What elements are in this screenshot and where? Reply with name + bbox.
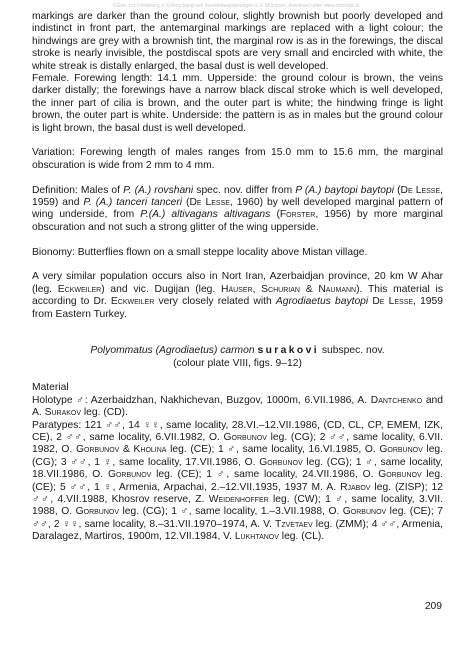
plate-reference: (colour plate VIII, figs. 9–12) — [173, 357, 302, 369]
definition-paragraph: Definition: Males of P. (A.) rovshani spec. nov. differ from P (A.) baytopi baytopi (De Lesse, 1959) and P. (A.) tanceri tanceri (De Lesse, 1960) by well developed marginal pattern of wing underside, from P.(A.) altivagans altivagans (Forster, 1956) by more marginal obscuration and not such a strong glitter of the wing upperside. — [32, 184, 444, 233]
description-male-underside: markings are darker than the ground colour, slightly brownish but poorly developed and indistinct in front part, the antemarginal markings are replaced with a light colour; the hindwings are grey with a brownish tint, the marginal row is as in the forewings, the discal stroke is nearly invisible, the postdiscal spots are very small and encircled with white, the white streak is distally enlarged, the basal dust is well developed. — [32, 11, 443, 72]
watermark: ©Ges. zur Förderung d. Erforschung von Insektenwanderungen e.V. München, download unter www.zobodat.at — [112, 3, 360, 9]
paratypes-paragraph: Paratypes: 121 ♂♂, 14 ♀♀, same locality, 28.VI.–12.VII.1986, (CD, CL, CP, EMEM, IZK, CE), 2 ♂♂, same locality, 6.VII.1982, O. Gorbunov leg. (CG); 2 ♂♂, same locality, 6.VII. 1982, O. Gorbunov & Kholina leg. (CE); 1 ♂, same locality, 16.VI.1985, O. Gorbunov leg. (CG); 3 ♂♂, 1 ♀, same locality, 17.VII.1986, O. Gorbunov leg. (CG); 1 ♂, same locality, 18.VII.1986, O. Gorbunov leg. (CE); 1 ♂, same locality, 24.VII.1986, O. Gorbunov leg. (CE); 5 ♂♂, 1 ♀, Armenia, Arpachai, 2.–12.VII.1935, 1937 M. A. Rjabov leg. (ZISP); 12 ♂♂, 4.VII.1988, Khosrov reserve, Z. Weidenhoffer leg. (CW); 1 ♂, same locality, 3.VII. 1988, O. Gorbunov leg. (CG); 1 ♂, same locality, 1.–3.VII.1988, O. Gorbunov leg. (CE); 7 ♂♂, 2 ♀♀, same locality, 8.–31.VII.1970–1974, A. V. Tzvetaev leg. (ZMM); 4 ♂♂, Armenia, Daralagez, Martiros, 1900m, 12.VII.1984, V. Lukhtanov leg. (CL). — [32, 419, 444, 543]
bionomy-paragraph: Bionomy: Butterflies flown on a small steppe locality above Mistan village. — [32, 246, 368, 258]
subspecies-title: Polyommatus (Agrodiaetus) carmon surakovi subspec. nov. — [90, 345, 385, 357]
page-number: 209 — [424, 601, 442, 612]
page-body — [32, 11, 443, 544]
holotype-paragraph: Holotype ♂: Azerbaidzhan, Nakhichevan, Buzgov, 1000m, 6.VII.1986, A. Dantchenko and A. Surakov leg. (CD). — [32, 394, 444, 419]
variation-paragraph: Variation: Forewing length of males ranges from 15.0 mm to 15.6 mm, the marginal obscuration is wide from 2 mm to 4 mm. — [32, 147, 443, 171]
similar-population-paragraph: A very similar population occurs also in Nort Iran, Azerbaidjan province, 20 km W Ahar (leg. Eckweiler) and vic. Dugijan (leg. Häuser, Schurian & Naumann). This material is according to Dr. Eckweiler very closely related with Agrodiaetus baytopi De Lesse, 1959 from Eastern Turkey. — [32, 271, 443, 320]
material-heading: Material — [32, 382, 69, 394]
description-female: Female. Forewing length: 14.1 mm. Upperside: the ground colour is brown, the veins darker distally; the forewings have a narrow black discal stroke which is well developed, the inner part of cilia is brown, and the outer part is white; the hindwing fringe is light brown, the outer part is white. Underside: the pattern is as in males but the ground colour is light brown, the basal dust is well developed. — [32, 73, 443, 134]
